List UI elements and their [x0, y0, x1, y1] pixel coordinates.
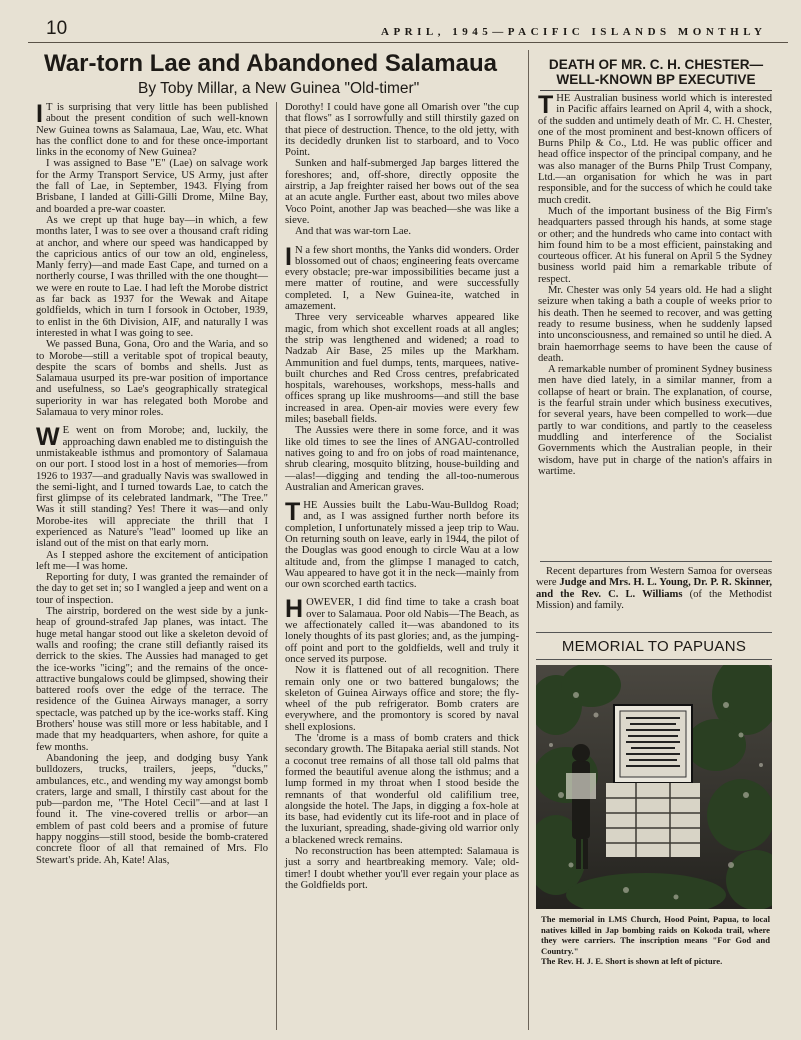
paragraph [36, 606, 268, 753]
drop-cap: W [36, 423, 60, 452]
article-column-2 [285, 102, 519, 891]
death-notice-text [538, 93, 772, 477]
paragraph-text: Much of the important business of the Big Firm's headquarters passed through his hands, at some stage or other; and the hundreds who came into contact with him found him to be a most efficient, painstaking and courteous officer. At his funeral on April 5 the Sydney business world paid him a remarkable tribute of respect. [538, 205, 772, 285]
drop-cap: I [36, 100, 43, 128]
page-number: 10 [46, 18, 68, 39]
paragraph-text: N a few short months, the Yanks did wonders. Order blossomed out of chaos; engineering feats overcame every obstacle; pre-war impossibilities became just a mere matter of routine, and were successfully completed. I, a New Guinea-ite, watched in amazement. [285, 244, 519, 313]
section-rule [540, 561, 772, 562]
masthead: APRIL, 1945—PACIFIC ISLANDS MONTHLY [381, 26, 767, 38]
death-heading-line-1: DEATH OF MR. C. H. CHESTER— [548, 57, 764, 72]
paragraph [285, 665, 519, 733]
memorial-photo-image [536, 665, 772, 909]
article-headline: War-torn Lae and Abandoned Salamaua [44, 50, 497, 77]
paragraph [538, 206, 772, 285]
paragraph [285, 733, 519, 846]
paragraph-text: Mr. Chester was only 54 years old. He had a slight seizure when taking a bath a couple of weeks prior to his death. Then he seemed to recover, and was getting ready to resume business, when he suddenly lapsed into unconsciousness, and remained so until he died. A brain haemorrhage seems to have been the cause of death. [538, 285, 772, 364]
paragraph [285, 242, 519, 313]
paragraph [36, 753, 268, 866]
paragraph-text: As I stepped ashore the excitement of anticipation left me—I was home. [36, 549, 268, 572]
paragraph-text: The 'drome is a mass of bomb craters and thick secondary growth. The Bitapaka aerial still stands. Not a coconut tree remains of all those tall old palms that formed the beautiful avenue along the isthmus; and a lump formed in my throat when I stood beside the remnants of that wonderful old califilium tree, alongside the hotel. The Japs, in digging a fox-hole at its base, had evidently cut its life-root and in place of the luxuriant, spreading, shade-giving old warrior only a blackened wreck remains. [285, 733, 519, 846]
heading-rule [540, 90, 772, 91]
running-head [46, 18, 776, 40]
paragraph [538, 285, 772, 364]
column-divider [276, 102, 277, 1030]
death-heading-line-2: WELL-KNOWN BP EXECUTIVE [556, 72, 756, 87]
death-notice-heading [540, 57, 772, 87]
paragraph [36, 158, 268, 214]
paragraph-text: HE Australian business world which is interested in Pacific affairs learned on April 4, with a shock, of the sudden and untimely death of Mr. C. H. Chester, one of the most prominent and best-known officers of Burns Philp & Co., Ltd. He was public officer and head office inspector of the principal company, and he was also manager of the Burns Philp Trust Company, Ltd.—an organisation for which he was in part responsible, and for the success of which he could take much credit. [538, 93, 772, 206]
paragraph [36, 102, 268, 158]
samoa-departures [536, 566, 772, 611]
paragraph [36, 572, 268, 606]
paragraph-text: Sunken and half-submerged Jap barges littered the foreshores; and, off-shore, directly opposite the airstrip, a Jap freighter raised her bows out of the sea at an acute angle. Further east, about two miles above Voco Point, another Jap was beached—she was like a sieve. [285, 158, 519, 226]
samoa-names: Judge and Mrs. H. L. Young, Dr. P. R. Skinner, and the Rev. C. L. Williams [536, 577, 772, 600]
drop-cap: T [285, 498, 301, 527]
paragraph-text: T is surprising that very little has been published about the present condition of such well-known New Guinea towns as Salamaua, Lae, Wau, etc. What has the conflict done to and for these once-important links in the economy of New Guinea? [36, 102, 268, 159]
header-rule [28, 42, 788, 43]
paragraph-text: The airstrip, bordered on the west side by a junk-heap of ground-strafed Jap planes, was intact. The huge metal hangar stood out like a skeleton devoid of walls and roofing; the crane still defiantly raised its derrick to the skies. The Aussies had managed to get the ice-works "icing"; and the remains of the once-attractive bungalows could be glimpsed, showing their battered roofs over the edge of the terrace. The residence of the Guinea Airways manager, a sorry spectacle, was patched up by the ice-works staff. King Brothers' house was still more or less habitable, and I made that my headquarters, when ashore, for quite a few months. [36, 606, 268, 753]
paragraph [285, 312, 519, 425]
paragraph-text: No reconstruction has been attempted: Salamaua is just a sorry and heartbreaking memory. Vale; old-timer! I doubt whether you'll ever regain your place as the Goldfields port. [285, 846, 519, 891]
samoa-outro: (of the Methodist Mission) and family. [536, 588, 772, 611]
drop-cap: I [285, 242, 292, 271]
paragraph [285, 597, 519, 665]
paragraph [285, 500, 519, 590]
article-column-1 [36, 102, 268, 866]
paragraph-text: We passed Buna, Gona, Oro and the Waria, and so to Morobe—still a veritable spot of tropical beauty, despite the scars of bombs and shells. Just as Salamaua usurped its pre-war position of importance and usefulness, so Lae's geographically strategical superiority in war has relegated both Morobe and Salamaua to very minor roles. [36, 339, 268, 419]
paragraph-text: Reporting for duty, I was granted the remainder of the day to get set in; so I wangled a jeep and went on a tour of inspection. [36, 572, 268, 606]
paragraph [36, 339, 268, 418]
paragraph-text: A remarkable number of prominent Sydney business men have died lately, in a similar manner, from a collapse of heart or brain. The explanation, of course, is the fearful strain under which business executives, for several years, have been compelled to work—due partly to war conditions, and partly to the ceaseless muddling and interference of the Socialist Governments which the Australian people, in their wisdom, have put in charge of the nation's affairs in wartime. [538, 364, 772, 477]
paragraph-text: As we crept up that huge bay—in which, a few months later, I was to see over a thousand craft riding at anchor, and where our speed was handicapped by the capricious antics of our tow an old, engineless, Manly ferry)—and made East Cape, and turned on a northerly course, I was thrilled with the one thought—we were en route to Lae. I had left the Morobe district as far back as 1937 for the Wewak and Aitape goldfields, which in turn I forsook in October, 1939, to enlist in the 6th Division, AIF, and naturally I was interested in what I was going to see. [36, 214, 268, 339]
paragraph-text: I was assigned to Base "E" (Lae) on salvage work for the Army Transport Service, US Army, just after the fall of Lae, in September, 1943. Flying from Brisbane, I landed at Gilli-Gilli Drome, Milne Bay, and boarded a pre-war coaster. [36, 158, 268, 215]
paragraph [36, 550, 268, 573]
paragraph [285, 102, 519, 158]
drop-cap: T [538, 91, 554, 119]
paragraph [285, 846, 519, 891]
memorial-photo [536, 665, 772, 909]
paragraph-text: E went on from Morobe; and, luckily, the approaching dawn enabled me to distinguish the unmistakeable isthmus and promontory of Salamaua on our port. I stood lost in a host of memories—from 1926 to 1937—and gradually Navis was swallowed in the semi-light, and I turned towards Lae, to catch the first glimpse of its celebrated landmark, "The Tree." Was it still standing? Yes! There it was—and only Morobe-ites will appreciate the thrill that I experienced as Nature's "lead" loomed up like an island out of the mist on that early morn. [36, 425, 268, 550]
paragraph [285, 425, 519, 493]
paragraph-text: And that was war-torn Lae. [295, 226, 411, 238]
paragraph [36, 425, 268, 549]
paragraph-text: Abandoning the jeep, and dodging busy Yank bulldozers, trucks, trailers, jeeps, "ducks," ambulances, etc., and wending my way amongst bomb craters, large and small, I thirstily cast about for the pub—pardon me, "The Hotel Cecil"—and at last I found it. The vine-covered trellis or arbor—an emblem of past cold beers and a promise of future happy noggins—still stood, beside the bomb-cratered concrete floor of all that remained of Mrs. Flo Stewart's pride. Ah, Kate! Alas, [36, 752, 268, 866]
paragraph-text: The Aussies were there in some force, and it was like old times to see the lines of ANGAU-controlled natives going to and fro on jobs of road maintenance, shrub clearing, mosquito blitzing, house-building and—alas!—digging and tending the all-too-numerous Australian and American graves. [285, 425, 519, 493]
paragraph-text: OWEVER, I did find time to take a crash boat over to Salamaua. Poor old Nabis—The Beach, as we affectionately called it—was abandoned to its lonely thoughts of its past glories; and, as the jumping-off point and port to the goldfields, well and truly it once served its purpose. [285, 597, 519, 665]
paragraph [285, 226, 519, 237]
article-byline: By Toby Millar, a New Guinea "Old-timer" [138, 80, 420, 97]
paragraph [36, 215, 268, 339]
paragraph-text: Now it is flattened out of all recognition. There remain only one or two battered bungalows; the skeleton of Guinea Airways office and store; the fly-wheel of the pub refrigerator. Bomb craters are everywhere, and the promontory is scored by naval shell explosions. [285, 665, 519, 733]
samoa-paragraph [536, 566, 772, 611]
column-divider [528, 50, 529, 1030]
memorial-heading: MEMORIAL TO PAPUANS [536, 632, 772, 660]
caption-credit: The Rev. H. J. E. Short is shown at left of picture. [541, 956, 723, 966]
paragraph [538, 364, 772, 477]
caption-text: The memorial in LMS Church, Hood Point, Papua, to local natives killed in Jap bombing raids on Kokoda trail, where they were carriers. The inscription means "For God and Country." [541, 914, 770, 956]
paragraph-text: Dorothy! I could have gone all Omarish over "the cup that flows" as I sorrowfully and still thirstily gazed on that piece of destruction. Thence, to the old jetty, with its decidedly drunken list to starboard, and to Voco Point. [285, 102, 519, 159]
paragraph-text: Three very serviceable wharves appeared like magic, from which shot excellent roads at all angles; the strip was lengthened and widened; a road to Nadzab Air Base, 25 miles up the Markham. Ammunition and fuel dumps, tents, marquees, native-built churches and Red Cross centres, prefabricated hospitals, warehouses, workshops, mess-halls and offices sprang up like mushrooms—and still the base increased in area. Open-air movies were every few miles; baseball fields. [285, 312, 519, 426]
samoa-intro: Recent departures from Western Samoa for overseas were [536, 566, 772, 589]
paragraph-text: HE Aussies built the Labu-Wau-Bulldog Road; and, as I was assigned further north before its completion, I unfortunately missed a jeep trip to Wau. On returning south on leave, early in 1944, the pilot of the Douglas was good enough to circle Wau at a low altitude and, from the glimpse I managed to catch, Wau appeared to have got it in the neck—mainly from our own scorched earth tactics. [285, 500, 519, 591]
memorial-caption [541, 914, 770, 967]
paragraph [285, 158, 519, 226]
drop-cap: H [285, 595, 304, 624]
paragraph [538, 93, 772, 206]
